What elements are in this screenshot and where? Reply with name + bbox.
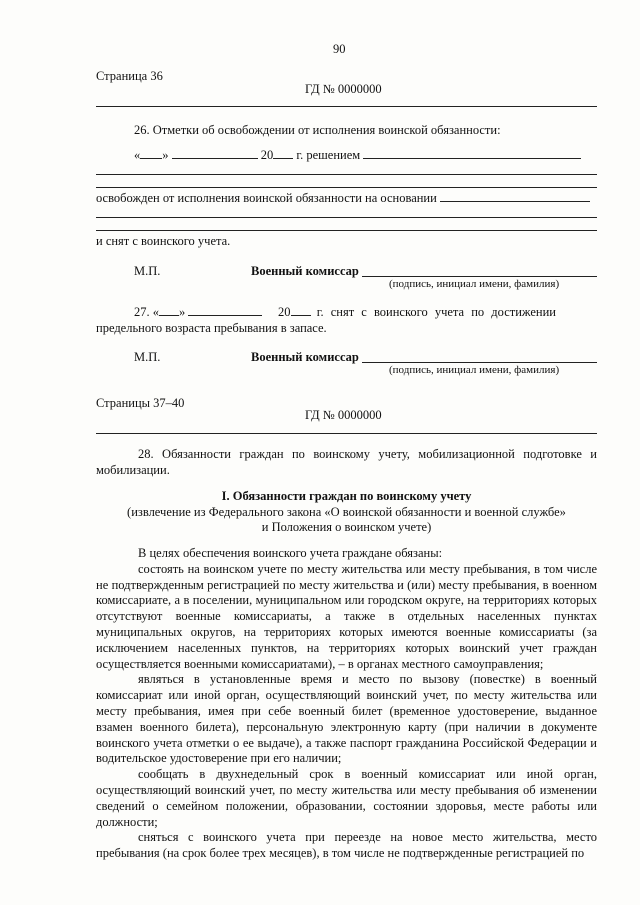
item-28 bbox=[96, 447, 597, 479]
section-subtitle: (извлечение из Федерального закона «О воинской обязанности и военной службе» bbox=[127, 505, 566, 519]
item-26-date-line bbox=[134, 147, 581, 163]
item-27-text: г. снят с воинского учета по достижении bbox=[316, 305, 556, 319]
document-id: ГД № 0000000 bbox=[305, 82, 382, 96]
commissar-label: Военный комиссар bbox=[251, 264, 359, 278]
divider bbox=[96, 106, 597, 107]
document-id: ГД № 0000000 bbox=[305, 408, 382, 422]
signature-line bbox=[362, 362, 597, 363]
duty-paragraph: состоять на воинском учете по месту жительства или месту пребывания, в том числе не подтвержденным регистрацией по месту жительства и (или) месту пребывания, в военном комиссариате, а в поселении, муниципальном или городском округе, на территориях которых отсутствуют военные комиссариаты, а также в отдельных населенных пунктах муниципальных округов, на территориях которых имеются военные комиссариаты (за исключением населенных пунктов, на территориях которых воинский учет граждан осуществляется военными комиссариатами), – в органах местного самоуправления; bbox=[96, 561, 597, 671]
signature-line bbox=[362, 276, 597, 277]
stamp-label: М.П. bbox=[134, 350, 161, 364]
day-blank bbox=[159, 304, 179, 316]
item-28-text: 28. Обязанности граждан по воинскому учету, мобилизационной подготовке и мобилизации. bbox=[96, 447, 597, 477]
duties-intro: В целях обеспечения воинского учета граждане обязаны: bbox=[138, 546, 443, 560]
section-title: I. Обязанности граждан по воинскому учету bbox=[221, 489, 472, 503]
page-label: Страница 36 bbox=[96, 69, 163, 83]
removed-text: и снят с воинского учета. bbox=[96, 234, 231, 248]
year-prefix: 20 bbox=[278, 305, 291, 319]
year-blank bbox=[273, 147, 293, 159]
decision-label: г. решением bbox=[296, 148, 361, 162]
item-27-line bbox=[134, 304, 597, 320]
page-label: Страницы 37–40 bbox=[96, 396, 185, 410]
quote-close: » bbox=[179, 305, 186, 319]
page-number: 90 bbox=[333, 42, 346, 56]
fill-line bbox=[96, 174, 597, 175]
item-26-title: 26. Отметки об освобождении от исполнения воинской обязанности: bbox=[134, 123, 501, 137]
duty-paragraph: сняться с воинского учета при переезде на новое место жительства, место пребывания (на срок более трех месяцев), в том числе не подтвержденные регистрацией по bbox=[96, 830, 597, 861]
item-27-number: 27. « bbox=[134, 305, 159, 319]
fill-line bbox=[96, 230, 597, 231]
fill-line bbox=[96, 187, 597, 188]
signature-caption: (подпись, инициал имени, фамилия) bbox=[389, 364, 560, 376]
section-subtitle: и Положения о воинском учете) bbox=[261, 520, 432, 534]
fill-line bbox=[96, 217, 597, 218]
year-blank bbox=[291, 304, 311, 316]
decision-blank bbox=[363, 147, 581, 159]
day-blank bbox=[140, 147, 162, 159]
commissar-label: Военный комиссар bbox=[251, 350, 359, 364]
quote-open: « bbox=[134, 148, 141, 162]
year-prefix: 20 bbox=[260, 148, 274, 162]
stamp-label: М.П. bbox=[134, 264, 161, 278]
exempt-basis-label: освобожден от исполнения воинской обязанности на основании bbox=[96, 191, 437, 205]
exempt-basis-line bbox=[96, 190, 590, 206]
item-27-line2: предельного возраста пребывания в запасе. bbox=[96, 321, 327, 335]
basis-blank bbox=[440, 190, 590, 202]
duties-text bbox=[96, 546, 597, 862]
quote-close: » bbox=[162, 148, 169, 162]
month-blank bbox=[188, 304, 262, 316]
signature-caption: (подпись, инициал имени, фамилия) bbox=[389, 278, 560, 290]
duty-paragraph: сообщать в двухнедельный срок в военный комиссариат или иной орган, осуществляющий воинский учет, по месту жительства или месту пребывания об изменении сведений о семейном положении, образовании, состоянии здоровья, месте работы или должности; bbox=[96, 767, 597, 829]
duty-paragraph: являться в установленные время и место по вызову (повестке) в военный комиссариат или иной орган, осуществляющий воинский учет, по месту жительства или месту пребывания, имея при себе военный билет (временное удостоверение, выданное взамен военного билета), персональную электронную карту (при наличии в документе воинского учета отметки о ее выдаче), а также паспорт гражданина Российской Федерации и водительское удостоверение при его наличии; bbox=[96, 672, 597, 766]
divider bbox=[96, 433, 597, 434]
month-blank bbox=[172, 147, 258, 159]
